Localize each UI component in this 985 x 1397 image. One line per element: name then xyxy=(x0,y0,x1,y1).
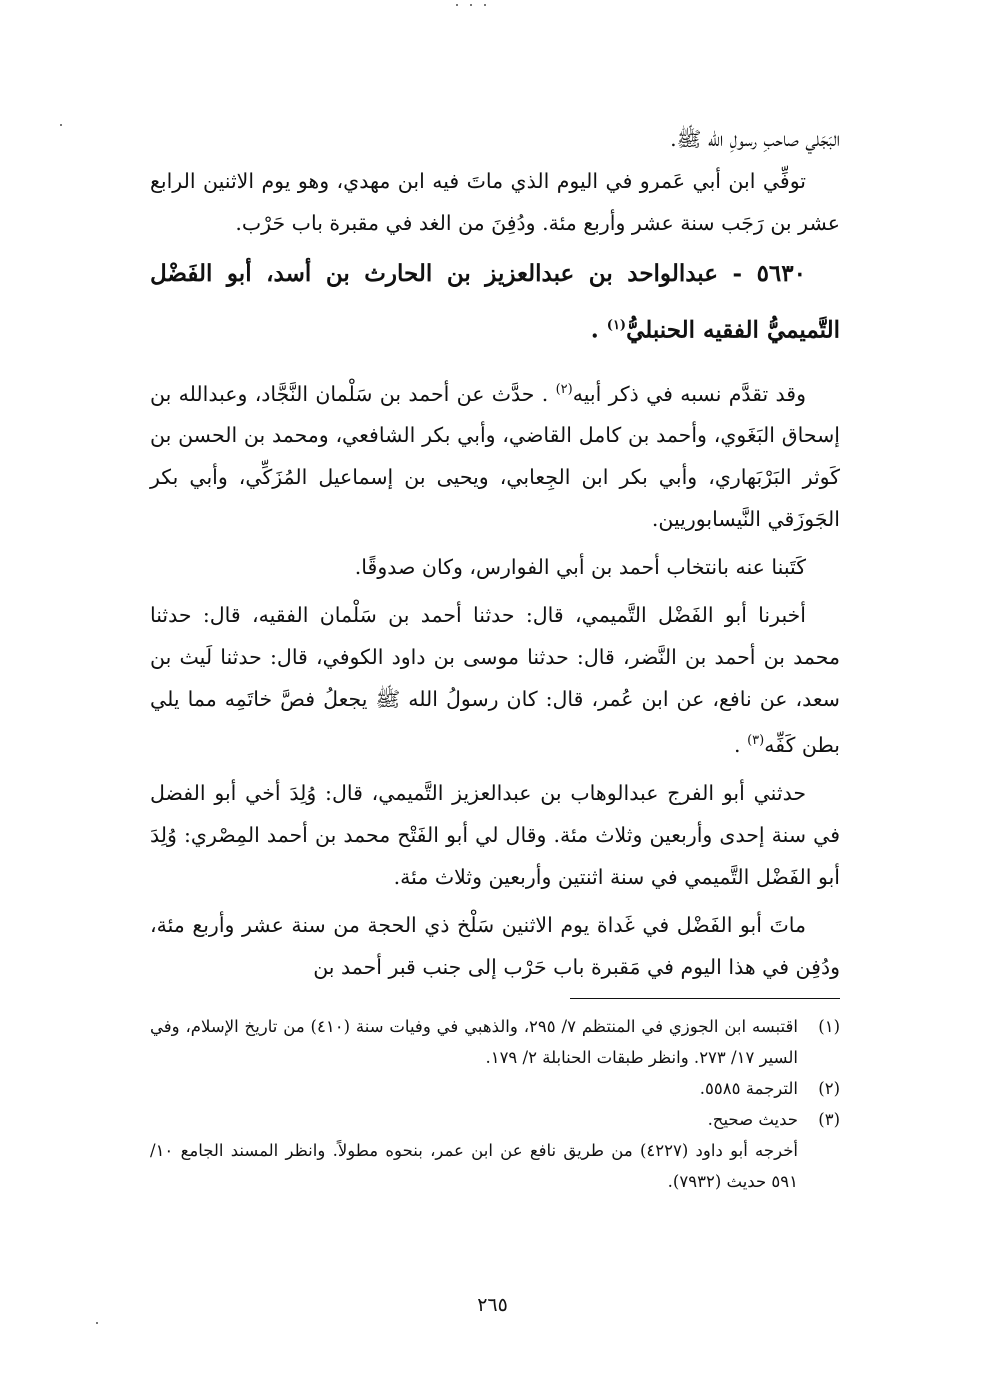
footnote-ref-2[interactable]: (٢) xyxy=(555,381,573,397)
entry-heading xyxy=(150,248,840,357)
footnote-ref-1[interactable]: (١) xyxy=(606,318,627,333)
paragraph-hadith xyxy=(150,594,840,766)
paragraph-teachers xyxy=(150,369,840,541)
scan-speck xyxy=(456,4,458,6)
paragraph-birth: حدثني أبو الفرج عبدالوهاب بن عبدالعزيز التَّميمي، قال: وُلِدَ أخي أبو الفضل في سنة إحدى وأربعين وثلاث مئة. وقال لي أبو الفَتْح محمد بن أحمد المِصْري: وُلِدَ أبو الفَضْل التَّميمي في سنة اثنتين وأربعين وثلاث مئة. xyxy=(150,781,840,890)
footnote-1-text: اقتبسه ابن الجوزي في المنتظم ٧/ ٢٩٥، والذهبي في وفيات سنة (٤١٠) من تاريخ الإسلام، وفي السير ١٧/ ٢٧٣. وانظر طبقات الحنابلة ٢/ ١٧٩. xyxy=(150,1017,798,1068)
footnote-3-text: حديث صحيح. xyxy=(707,1110,798,1130)
paragraph-hadith-text: أخبرنا أبو الفَضْل التَّميمي، قال: حدثنا أحمد بن سَلْمان الفقيه، قال: حدثنا محمد بن أحمد بن النَّضر، قال: حدثنا موسى بن داود الكوفي، قال: حدثنا لَيث بن سعد، عن نافع، عن ابن عُمر، قال: كان رسولُ الله ﷺ يجعلُ فصَّ خاتَمِه مما يلي بطن كَفِّه xyxy=(150,603,840,758)
paragraph-written-from: كَتَبنا عنه بانتخاب أحمد بن أبي الفوارس، وكان صدوقًا. xyxy=(354,555,806,580)
footnote-ref-3[interactable]: (٣) xyxy=(747,733,765,749)
continuation-line: البَجَلي صاحبِ رسولِ الله ﷺ. xyxy=(670,127,840,151)
paragraph-death-ibn-abi-amr: توفِّي ابن أبي عَمرو في اليوم الذي ماتَ فيه ابن مهدي، وهو يوم الاثنين الرابع عشر بن رَجَب سنة عشر وأربع مئة. ودُفِنَ من الغد في مقبرة باب حَرْب. xyxy=(150,169,840,235)
footnote-3-continuation: أخرجه أبو داود (٤٢٢٧) من طريق نافع عن ابن عمر، بنحوه مطولاً. وانظر المسند الجامع ١٠/ ٥٩١ حديث (٧٩٣٢). xyxy=(150,1141,798,1192)
entry-heading-end: . xyxy=(590,316,607,344)
scan-speck xyxy=(484,4,486,6)
entry-heading-text: ٥٦٣٠ - عبدالواحد بن عبدالعزيز بن الحارث بن أسد، أبو الفَضْل التَّميميُّ الفقيه الحنبليُّ xyxy=(150,260,840,344)
scan-speck xyxy=(96,1322,98,1324)
paragraph-teachers-rest: . حدَّث عن أحمد بن سَلْمان النَّجَّاد، وعبدالله بن إسحاق البَغَوي، وأحمد بن كامل القاضي، وأبي بكر الشافعي، ومحمد بن الحسن بن كَوثر البَرْبَهاري، وأبي بكر ابن الجِعابي، ويحيى بن إسماعيل المُزَكِّي، وأبي بكر الجَوزَقي النَّيسابوريين. xyxy=(150,381,840,532)
page-body xyxy=(150,118,840,1197)
footnote-2 xyxy=(150,1073,840,1104)
paragraph-hadith-end: . xyxy=(734,733,748,758)
footnote-2-number: (٢) xyxy=(818,1079,840,1099)
footnote-1-number: (١) xyxy=(818,1017,840,1037)
page-number: ٢٦٥ xyxy=(477,1294,508,1316)
scan-speck xyxy=(60,124,62,126)
footnote-1 xyxy=(150,1011,840,1073)
footnote-2-text: الترجمة ٥٥٨٥. xyxy=(699,1079,798,1099)
paragraph-death: ماتَ أبو الفَضْل في غَداة يوم الاثنين سَلْخ ذي الحجة من سنة عشر وأربع مئة، ودُفِن في هذا اليوم في مَقبرة باب حَرْب إلى جنب قبر أحمد بن xyxy=(150,913,840,980)
scan-speck xyxy=(470,4,472,6)
paragraph-teachers-start: وقد تقدَّم نسبه في ذكر أبيه xyxy=(572,381,806,406)
footnote-3 xyxy=(150,1104,840,1135)
footnote-3-number: (٣) xyxy=(818,1110,840,1130)
footnote-separator xyxy=(570,998,840,999)
